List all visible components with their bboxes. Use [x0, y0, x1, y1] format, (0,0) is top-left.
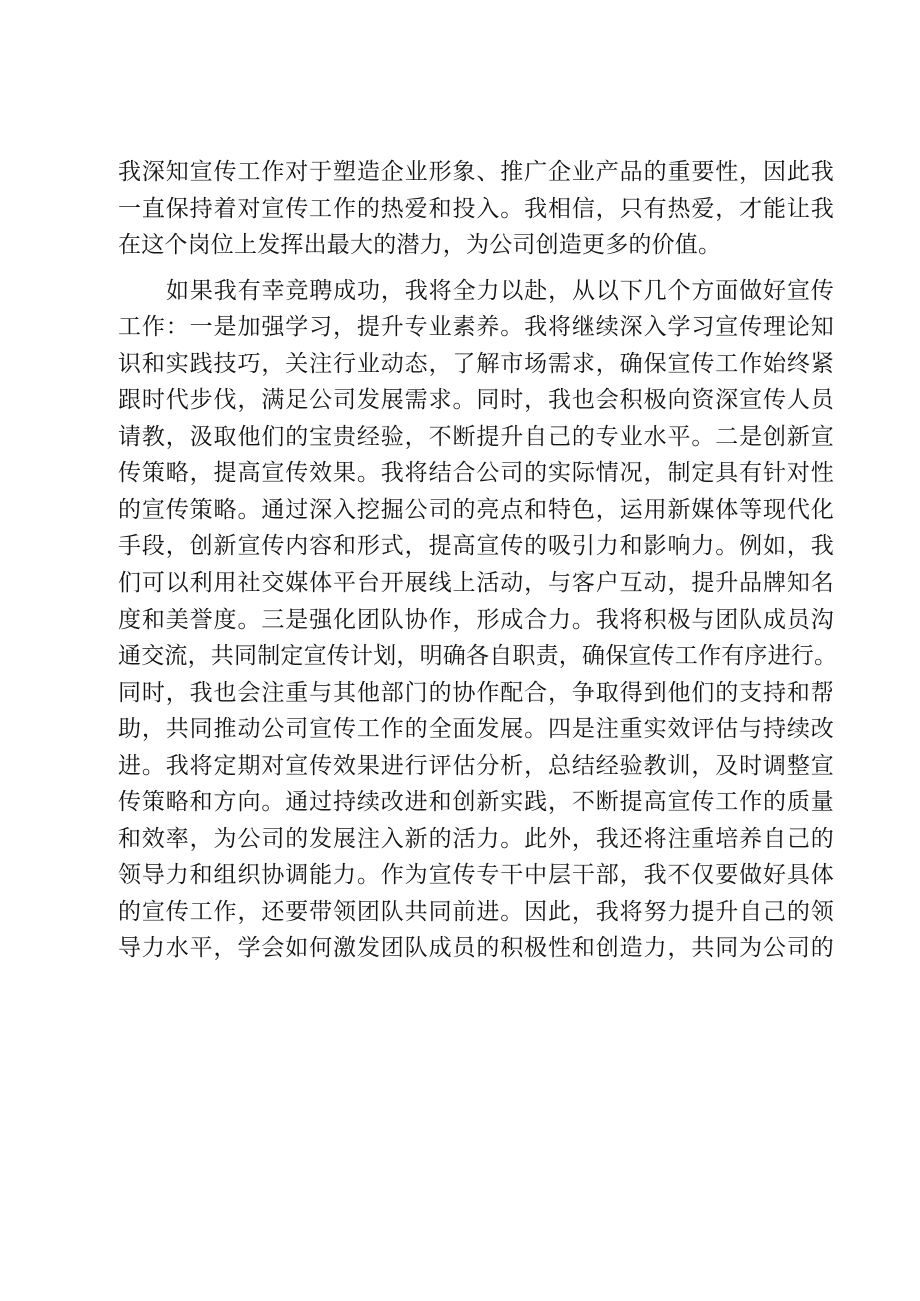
paragraph-line: 助，共同推动公司宣传工作的全面发展。四是注重实效评估与持续改 [118, 716, 834, 743]
paragraph-line: 的宣传工作，还要带领团队共同前进。因此，我将努力提升自己的领 [118, 898, 834, 925]
paragraph-gap [118, 264, 834, 273]
paragraph-line: 一直保持着对宣传工作的热爱和投入。我相信，只有热爱，才能让我 [118, 195, 834, 222]
paragraph-line: 请教，汲取他们的宝贵经验，不断提升自己的专业水平。二是创新宣 [118, 423, 834, 450]
paragraph-line: 通交流，共同制定宣传计划，明确各自职责，确保宣传工作有序进行。 [118, 643, 838, 670]
paragraph-line: 跟时代步伐，满足公司发展需求。同时，我也会积极向资深宣传人员 [118, 387, 834, 414]
paragraph-line: 识和实践技巧，关注行业动态，了解市场需求，确保宣传工作始终紧 [118, 350, 834, 377]
paragraph-line: 工作：一是加强学习，提升专业素养。我将继续深入学习宣传理论知 [118, 314, 834, 341]
paragraph-line: 导力水平，学会如何激发团队成员的积极性和创造力，共同为公司的 [118, 935, 834, 962]
paragraph-line: 进。我将定期对宣传效果进行评估分析，总结经验教训，及时调整宣 [118, 752, 834, 779]
paragraph-2 [118, 273, 838, 967]
paragraph-1 [118, 154, 834, 264]
paragraph-line: 手段，创新宣传内容和形式，提高宣传的吸引力和影响力。例如，我 [118, 533, 834, 560]
document-body [118, 154, 838, 967]
paragraph-line: 我深知宣传工作对于塑造企业形象、推广企业产品的重要性，因此我 [118, 159, 834, 185]
paragraph-line: 传策略和方向。通过持续改进和创新实践，不断提高宣传工作的质量 [118, 789, 834, 816]
paragraph-line: 领导力和组织协调能力。作为宣传专干中层干部，我不仅要做好具体 [118, 862, 834, 889]
paragraph-line: 和效率，为公司的发展注入新的活力。此外，我还将注重培养自己的 [118, 825, 834, 852]
paragraph-line: 如果我有幸竞聘成功，我将全力以赴，从以下几个方面做好宣传 [166, 277, 834, 304]
paragraph-line: 在这个岗位上发挥出最大的潜力，为公司创造更多的价值。 [118, 232, 722, 259]
paragraph-line: 的宣传策略。通过深入挖掘公司的亮点和特色，运用新媒体等现代化 [118, 496, 834, 523]
paragraph-line: 度和美誉度。三是强化团队协作，形成合力。我将积极与团队成员沟 [118, 606, 834, 633]
paragraph-line: 同时，我也会注重与其他部门的协作配合，争取得到他们的支持和帮 [118, 679, 834, 706]
paragraph-line: 们可以利用社交媒体平台开展线上活动，与客户互动，提升品牌知名 [118, 570, 834, 597]
paragraph-line: 传策略，提高宣传效果。我将结合公司的实际情况，制定具有针对性 [118, 460, 834, 487]
